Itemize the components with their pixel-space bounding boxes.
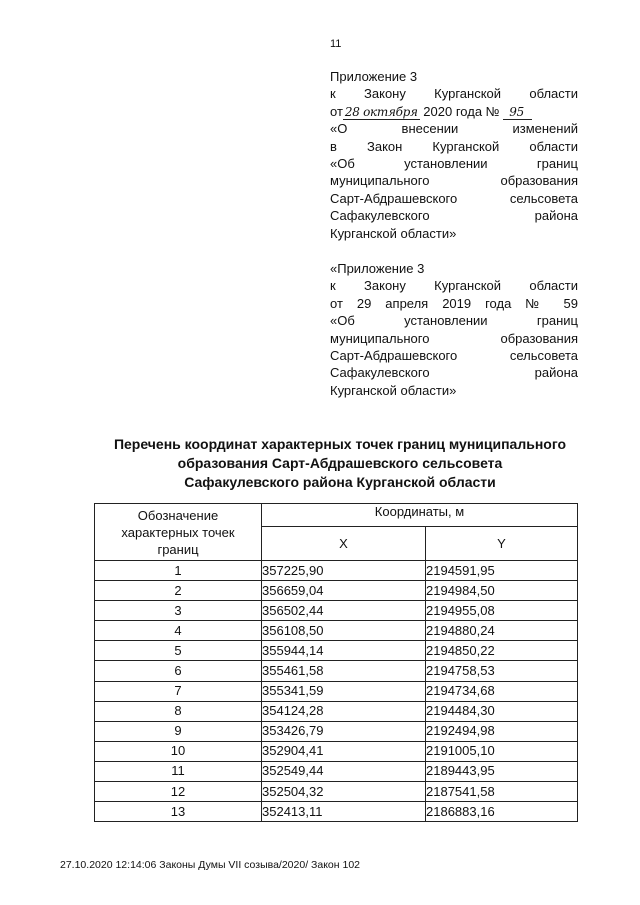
point-header-line: характерных точек [121, 524, 235, 540]
table-row [95, 621, 578, 641]
table-row [95, 661, 578, 681]
point-number-cell: 6 [95, 661, 262, 681]
appendix-line: Курганской области» [330, 225, 457, 241]
original-appendix-line: Сафакулевского района [330, 365, 578, 381]
point-header-line: Обозначение [137, 507, 219, 523]
point-number-cell: 13 [95, 802, 262, 822]
y-coordinate-cell: 2194734,68 [426, 681, 578, 701]
appendix-year-word: 2020 года № [423, 103, 500, 119]
handwritten-number: 95 [503, 105, 532, 120]
document-title [60, 435, 620, 492]
table-row [95, 802, 578, 822]
y-coordinate-cell: 2194591,95 [426, 561, 578, 581]
y-header: Y [426, 527, 578, 561]
point-header-line: границ [157, 541, 199, 557]
y-coordinate-cell: 2192494,98 [426, 721, 578, 741]
table-row [95, 761, 578, 781]
appendix-line: к Закону Курганской области [330, 86, 578, 102]
x-coordinate-cell: 355944,14 [262, 641, 426, 661]
x-coordinate-cell: 352549,44 [262, 761, 426, 781]
point-number-cell: 4 [95, 621, 262, 641]
title-line: Сафакулевского района Курганской области [184, 474, 496, 490]
point-number-cell: 5 [95, 641, 262, 661]
original-appendix-line: Сарт-Абдрашевского сельсовета [330, 347, 578, 363]
x-coordinate-cell: 356502,44 [262, 601, 426, 621]
appendix-line: «О внесении изменений [330, 121, 578, 137]
original-appendix-line: «Приложение 3 [330, 261, 425, 276]
point-number-cell: 9 [95, 721, 262, 741]
appendix-line: Сарт-Абдрашевского сельсовета [330, 190, 578, 206]
point-number-cell: 12 [95, 782, 262, 802]
x-coordinate-cell: 354124,28 [262, 701, 426, 721]
y-coordinate-cell: 2187541,58 [426, 782, 578, 802]
appendix-line: муниципального образования [330, 173, 578, 189]
table-row [95, 641, 578, 661]
table-row [95, 601, 578, 621]
original-appendix-block [330, 260, 578, 399]
appendix-line: в Закон Курганской области [330, 138, 578, 154]
table-row [95, 721, 578, 741]
x-coordinate-cell: 356108,50 [262, 621, 426, 641]
appendix-date-line [330, 103, 578, 120]
table-row [95, 701, 578, 721]
x-coordinate-cell: 352504,32 [262, 782, 426, 802]
title-line: образования Сарт-Абдрашевского сельсовета [177, 455, 503, 471]
original-appendix-line: от 29 апреля 2019 года № 59 [330, 295, 578, 311]
x-header: X [262, 527, 426, 561]
x-coordinate-cell: 356659,04 [262, 581, 426, 601]
y-coordinate-cell: 2194484,30 [426, 701, 578, 721]
original-appendix-line: муниципального образования [330, 330, 578, 346]
appendix-block [330, 68, 578, 242]
y-coordinate-cell: 2189443,95 [426, 761, 578, 781]
x-coordinate-cell: 357225,90 [262, 561, 426, 581]
y-coordinate-cell: 2194850,22 [426, 641, 578, 661]
y-coordinate-cell: 2191005,10 [426, 741, 578, 761]
x-coordinate-cell: 352904,41 [262, 741, 426, 761]
x-coordinate-cell: 353426,79 [262, 721, 426, 741]
table-row [95, 741, 578, 761]
footer-stamp: 27.10.2020 12:14:06 Законы Думы VII созыва/2020/ Закон 102 [60, 859, 360, 871]
page-number: 11 [330, 38, 342, 50]
point-number-cell: 2 [95, 581, 262, 601]
y-coordinate-cell: 2194758,53 [426, 661, 578, 681]
original-appendix-line: Курганской области» [330, 382, 457, 398]
y-coordinate-cell: 2186883,16 [426, 802, 578, 822]
point-number-cell: 8 [95, 701, 262, 721]
x-coordinate-cell: 352413,11 [262, 802, 426, 822]
appendix-line: Приложение 3 [330, 69, 418, 84]
table-row [95, 581, 578, 601]
point-header [95, 504, 262, 561]
x-coordinate-cell: 355461,58 [262, 661, 426, 681]
table-row [95, 561, 578, 581]
table-row [95, 681, 578, 701]
point-number-cell: 7 [95, 681, 262, 701]
x-coordinate-cell: 355341,59 [262, 681, 426, 701]
point-number-cell: 11 [95, 761, 262, 781]
coordinates-table [94, 503, 578, 822]
point-number-cell: 1 [95, 561, 262, 581]
y-coordinate-cell: 2194955,08 [426, 601, 578, 621]
original-appendix-line: «Об установлении границ [330, 313, 578, 329]
point-number-cell: 10 [95, 741, 262, 761]
y-coordinate-cell: 2194880,24 [426, 621, 578, 641]
original-appendix-line: к Закону Курганской области [330, 278, 578, 294]
appendix-line: Сафакулевского района [330, 208, 578, 224]
coords-header: Координаты, м [262, 504, 578, 527]
handwritten-date: 28 октября [344, 104, 418, 119]
appendix-line: «Об установлении границ [330, 155, 578, 171]
title-line: Перечень координат характерных точек границ муниципального [113, 436, 567, 452]
table-row [95, 782, 578, 802]
y-coordinate-cell: 2194984,50 [426, 581, 578, 601]
appendix-from-word: от [330, 103, 343, 119]
point-number-cell: 3 [95, 601, 262, 621]
